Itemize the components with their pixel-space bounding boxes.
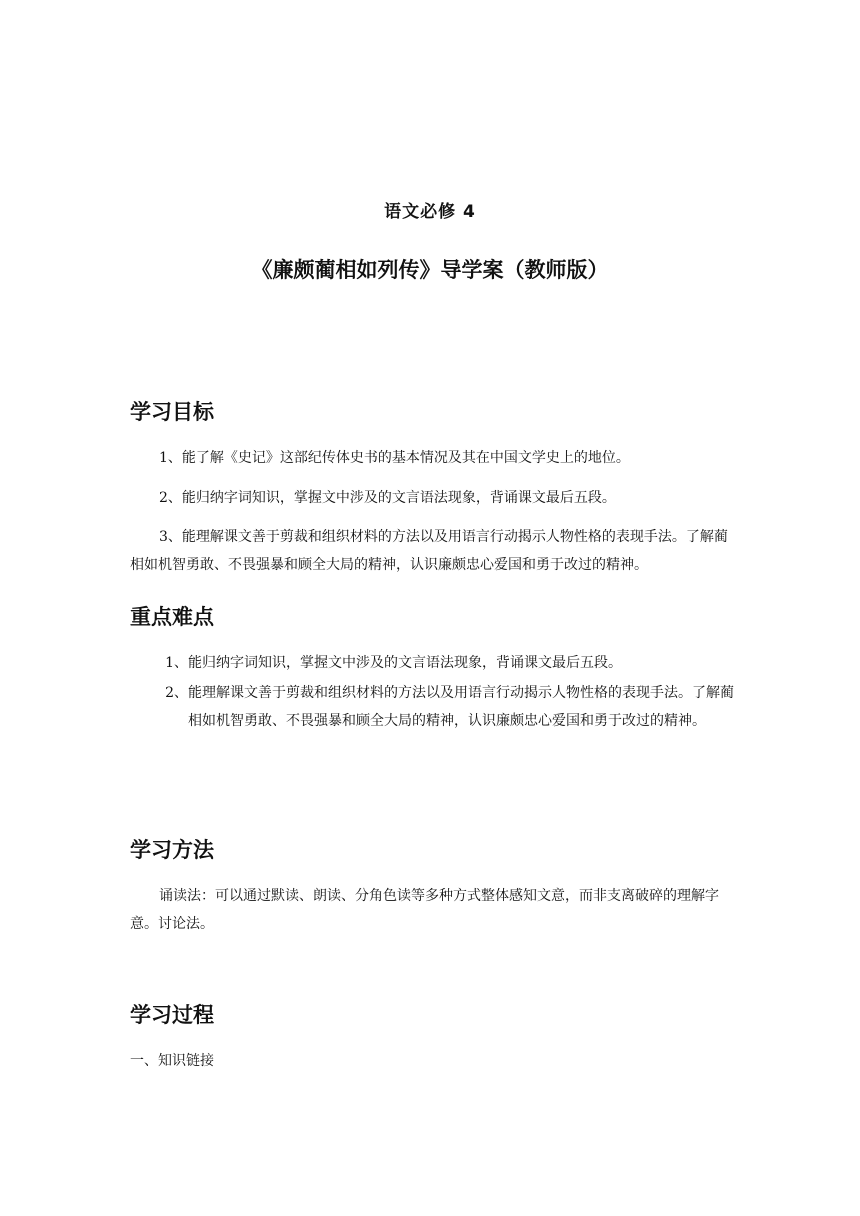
section-heading-methods: 学习方法 [130, 838, 214, 862]
list-item-number: 1、 [165, 655, 188, 671]
document-subtitle: 语文必修 4 [384, 202, 476, 222]
goal-item-1: 1、能了解《史记》这部纪传体史书的基本情况及其在中国文学史上的地位。 [159, 450, 630, 466]
keypoints-list [130, 649, 735, 737]
section-heading-keypoints: 重点难点 [130, 605, 214, 629]
goal-item-3: 3、能理解课文善于剪裁和组织材料的方法以及用语言行动揭示人物性格的表现手法。了解蔺相如机智勇敢、不畏强暴和顾全大局的精神，认识廉颇忠心爱国和勇于改过的精神。 [130, 529, 728, 573]
methods-text: 诵读法：可以通过默读、朗读、分角色读等多种方式整体感知文意，而非支离破碎的理解字意。讨论法。 [130, 888, 719, 932]
list-item-text: 能归纳字词知识，掌握文中涉及的文言语法现象，背诵课文最后五段。 [188, 655, 622, 671]
list-item-text: 能理解课文善于剪裁和组织材料的方法以及用语言行动揭示人物性格的表现手法。了解蔺相如机智勇敢、不畏强暴和顾全大局的精神，认识廉颇忠心爱国和勇于改过的精神。 [188, 685, 734, 729]
section-heading-goals: 学习目标 [130, 400, 214, 424]
list-item-number: 2、 [165, 685, 188, 701]
document-title: 《廉颇蔺相如列传》导学案（教师版） [251, 258, 609, 282]
process-item-1: 一、知识链接 [130, 1053, 214, 1069]
list-item [130, 649, 735, 677]
list-item [130, 679, 735, 735]
goal-item-2: 2、能归纳字词知识，掌握文中涉及的文言语法现象，背诵课文最后五段。 [159, 490, 616, 506]
section-heading-process: 学习过程 [130, 1003, 214, 1027]
